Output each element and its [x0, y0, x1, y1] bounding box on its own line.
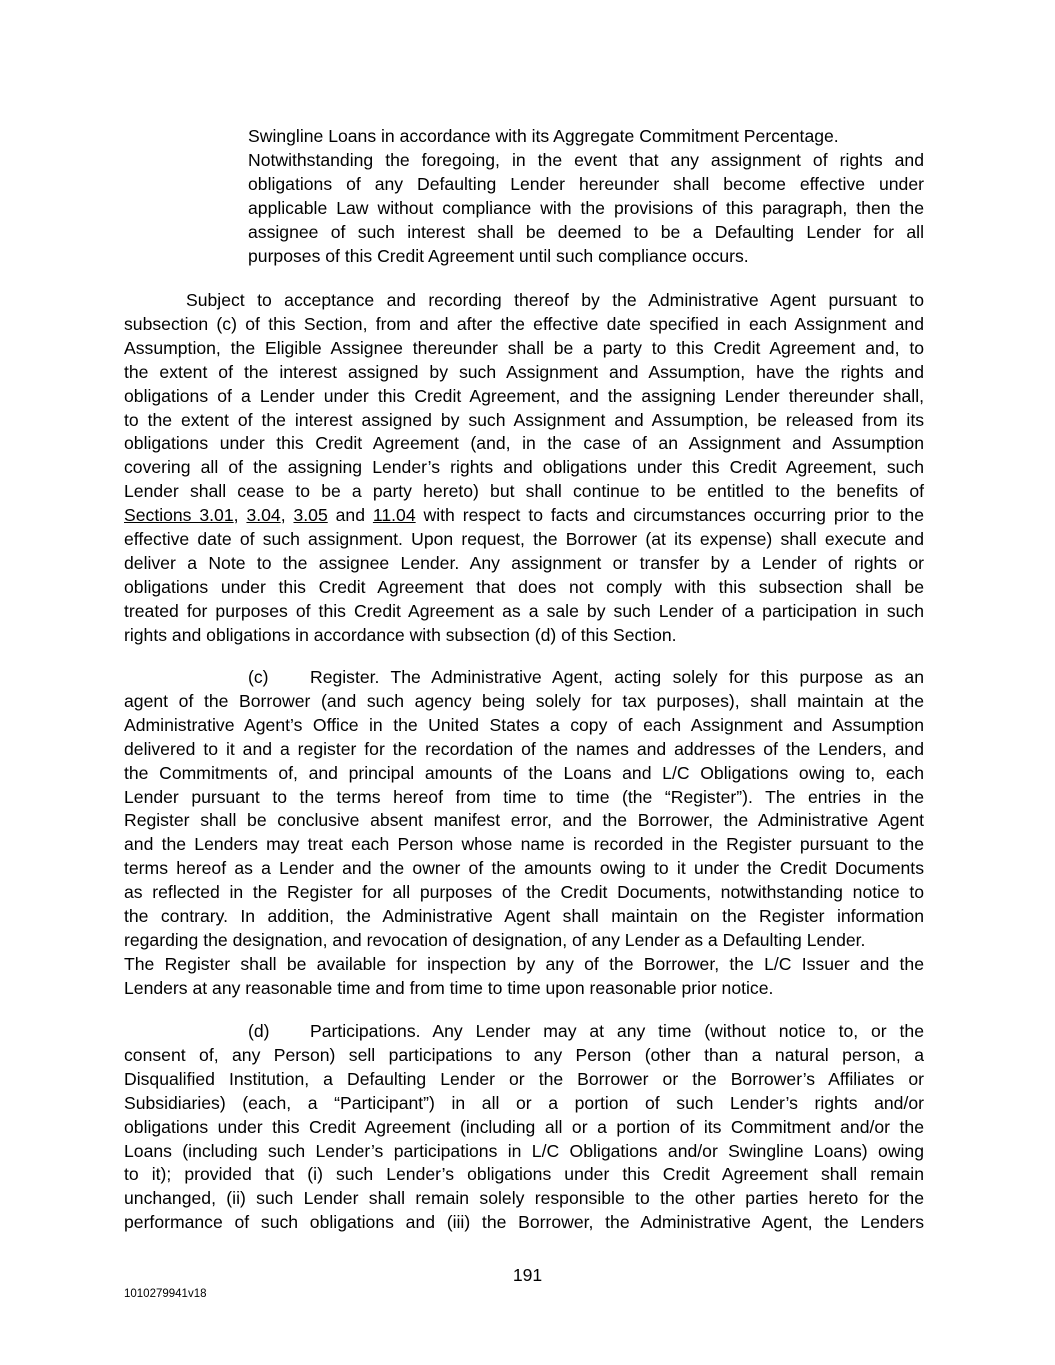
text-line: applicable Law without compliance with the provisions of this paragraph, then the	[248, 197, 924, 218]
text-line: to it); provided that (i) such Lender’s obligations under this Credit Agreement shall remain	[124, 1164, 924, 1185]
text-line: Subject to acceptance and recording thereof by the Administrative Agent pursuant to	[186, 290, 924, 310]
subsection-first-line: Participations. Any Lender may at any time (without notice to, or the	[310, 1021, 924, 1041]
text-line: effective date of such assignment. Upon request, the Borrower (at its expense) shall execute and	[124, 529, 924, 550]
subsection-first-line: Register. The Administrative Agent, acting solely for this purpose as an	[310, 667, 924, 687]
text-line: and the Lenders may treat each Person whose name is recorded in the Register pursuant to the	[124, 834, 924, 855]
continuation-paragraph	[248, 125, 924, 268]
text-line: to the extent of the interest assigned by such Assignment and Assumption, be released from its	[124, 409, 924, 430]
text-line: Lender pursuant to the terms hereof from time to time (the “Register”). The entries in the	[124, 786, 924, 807]
text-line: Subsidiaries) (each, a “Participant”) in all or a portion of such Lender’s rights and/or	[124, 1092, 924, 1113]
text-line: purposes of this Credit Agreement until such compliance occurs.	[248, 245, 749, 266]
text-line: Lender shall cease to be a party hereto) but shall continue to be entitled to the benefits of	[124, 481, 924, 502]
text-line: agent of the Borrower (and such agency being solely for tax purposes), shall maintain at the	[124, 690, 924, 711]
text-line: unchanged, (ii) such Lender shall remain solely responsible to the other parties hereto for the	[124, 1188, 924, 1209]
assignment-effect-paragraph	[124, 289, 924, 648]
text-line: Assumption, the Eligible Assignee thereunder shall be a party to this Credit Agreement and, to	[124, 337, 924, 358]
text-line: The Register shall be available for inspection by any of the Borrower, the L/C Issuer and the	[124, 953, 924, 974]
text-line: obligations under this Credit Agreement that does not comply with this subsection shall be	[124, 576, 924, 597]
section-reference-link[interactable]: 3.05	[293, 505, 328, 526]
section-reference-link[interactable]: 3.04	[246, 505, 281, 526]
text-line: Disqualified Institution, a Defaulting Lender or the Borrower or the Borrower’s Affiliates or	[124, 1068, 924, 1089]
text-line: Register shall be conclusive absent manifest error, and the Borrower, the Administrative Agent	[124, 810, 924, 831]
text-fragment: and	[327, 505, 373, 526]
text-line: obligations under this Credit Agreement (including all or a portion of its Commitment and/or the	[124, 1116, 924, 1137]
subsection-heading-line	[124, 666, 924, 690]
participations-paragraph	[124, 1020, 924, 1235]
text-line: Loans (including such Lender’s participations in L/C Obligations and/or Swingline Loans) owing	[124, 1140, 924, 1161]
text-line: obligations of a Lender under this Credit Agreement, and the assigning Lender thereunder shall,	[124, 385, 924, 406]
text-line: Notwithstanding the foregoing, in the event that any assignment of rights and	[248, 149, 924, 170]
text-line: the Commitments of, and principal amounts of the Loans and L/C Obligations owing to, each	[124, 762, 924, 783]
text-line: assignee of such interest shall be deemed to be a Defaulting Lender for all	[248, 221, 924, 242]
text-line: consent of, any Person) sell participations to any Person (other than a natural person, a	[124, 1044, 924, 1065]
register-paragraph	[124, 666, 924, 1001]
subsection-label: (d)	[248, 1021, 270, 1041]
text-line: terms hereof as a Lender and the owner of the amounts owing to it under the Credit Documents	[124, 858, 924, 879]
text-fragment: ,	[233, 505, 247, 526]
section-reference-line	[124, 504, 924, 528]
section-reference-link[interactable]: Sections 3.01	[124, 505, 234, 526]
text-line: obligations under this Credit Agreement (and, in the case of an Assignment and Assumption	[124, 433, 924, 454]
text-line: covering all of the assigning Lender’s rights and obligations under this Credit Agreement, such	[124, 457, 924, 478]
text-line: the contrary. In addition, the Administrative Agent shall maintain on the Register information	[124, 906, 924, 927]
subsection-label: (c)	[248, 667, 269, 687]
text-line: rights and obligations in accordance with subsection (d) of this Section.	[124, 624, 677, 645]
text-line: obligations of any Defaulting Lender hereunder shall become effective under	[248, 173, 924, 194]
page-number: 191	[512, 1265, 543, 1285]
subsection-heading-line	[124, 1020, 924, 1044]
text-line: Swingline Loans in accordance with its Aggregate Commitment Percentage.	[248, 126, 839, 146]
text-line: regarding the designation, and revocation of designation, of any Lender as a Defaulting Lender.	[124, 929, 866, 950]
text-line: performance of such obligations and (iii) the Borrower, the Administrative Agent, the Lenders	[124, 1212, 924, 1233]
text-line: as reflected in the Register for all purposes of the Credit Documents, notwithstanding notice to	[124, 882, 924, 903]
text-line: treated for purposes of this Credit Agreement as a sale by such Lender of a participation in such	[124, 600, 924, 621]
document-id: 1010279941v18	[124, 1288, 207, 1300]
text-line: deliver a Note to the assignee Lender. Any assignment or transfer by a Lender of rights or	[124, 552, 924, 573]
text-line: Lenders at any reasonable time and from time to time upon reasonable prior notice.	[124, 977, 774, 998]
text-fragment: with respect to facts and circumstances occurring prior to the	[415, 505, 924, 526]
section-reference-link[interactable]: 11.04	[372, 505, 416, 526]
text-line: subsection (c) of this Section, from and after the effective date specified in each Assignment and	[124, 313, 924, 334]
text-line: the extent of the interest assigned by such Assignment and Assumption, have the rights and	[124, 361, 924, 382]
text-line: delivered to it and a register for the recordation of the names and addresses of the Lenders, and	[124, 738, 924, 759]
text-fragment: ,	[280, 505, 294, 526]
text-line: Administrative Agent’s Office in the United States a copy of each Assignment and Assumption	[124, 714, 924, 735]
